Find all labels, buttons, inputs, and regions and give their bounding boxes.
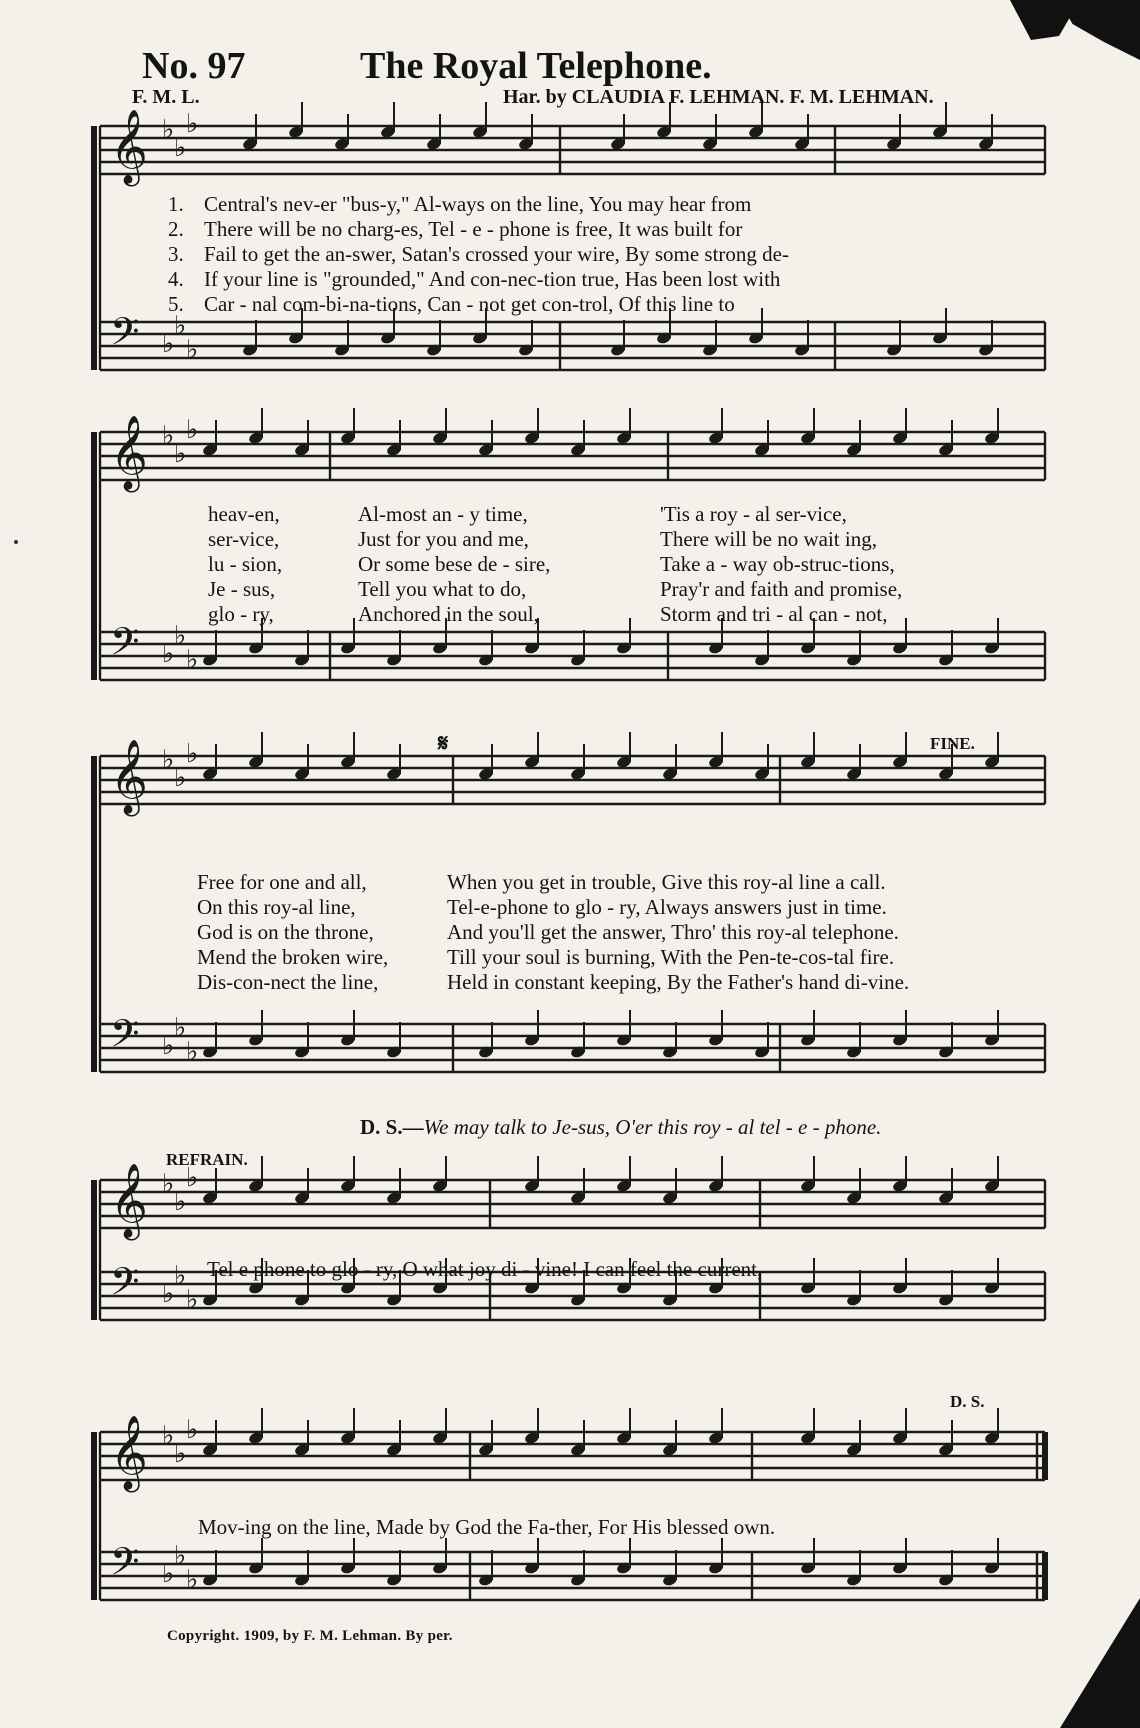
verse-lyrics-col2: Al-most an - y time, Just for you and me, Or some bese de - sire, Tell you what to do, Anchored in the soul, [358,502,551,626]
treble-clef-icon: 𝄞 [110,740,148,814]
flat-icon: ♭ [162,639,175,669]
bass-clef-icon: 𝄢 [110,1011,140,1065]
flat-icon: ♭ [186,739,199,769]
flat-icon: ♭ [186,645,199,675]
verse-line: 4. If your line is "grounded," And con-nec-tion true, Has been lost with [168,267,781,291]
flat-icon: ♭ [174,1439,187,1469]
flat-icon: ♭ [162,1031,175,1061]
flat-icon: ♭ [162,115,175,145]
flat-icon: ♭ [162,1559,175,1589]
flat-icon: ♭ [162,1279,175,1309]
flat-icon: ♭ [174,763,187,793]
bass-clef-icon: 𝄢 [110,1259,140,1313]
flat-icon: ♭ [162,1421,175,1451]
flat-icon: ♭ [186,1415,199,1445]
fine-marking: FINE. [930,734,975,753]
refrain-heading: REFRAIN. [166,1150,248,1169]
verse-lyrics-col3: 'Tis a roy - al ser-vice, There will be no wait ing, Take a - way ob-struc-tions, Pray'r and faith and promise, Storm and tri - al can - not, [660,502,903,626]
hymn-title: The Royal Telephone. [360,45,712,87]
flat-icon: ♭ [186,1163,199,1193]
credits-line: Har. by CLAUDIA F. LEHMAN. F. M. LEHMAN. [503,86,934,108]
ds-instruction: D. S.—We may talk to Je-sus, O'er this roy - al tel - e - phone. [360,1115,882,1139]
flat-icon: ♭ [186,1565,199,1595]
treble-clef-icon: 𝄞 [110,1164,148,1238]
flat-icon: ♭ [186,415,199,445]
flat-icon: ♭ [162,1169,175,1199]
bass-clef-icon: 𝄢 [110,1539,140,1593]
copyright-notice: Copyright. 1909, by F. M. Lehman. By per. [167,1628,453,1644]
flat-icon: ♭ [174,1187,187,1217]
flat-icon: ♭ [186,109,199,139]
segno-sign: 𝄋 [438,731,449,757]
flat-icon: ♭ [162,421,175,451]
verse-lyrics-col5: When you get in trouble, Give this roy-al line a call. Tel-e-phone to glo - ry, Always answers just in time. And you'll get the answer, Thro' this roy-al telephone. Till your soul is burning, With the Pen-te-cos-tal fire. Held in constant keeping, By the Father's hand di-vine. [447,870,910,994]
verse-lyrics-col1: heav-en, ser-vice, lu - sion, Je - sus, glo - ry, [208,502,283,626]
verse-line: 5. Car - nal com-bi-na-tions, Can - not get con-trol, Of this line to [168,292,735,316]
flat-icon: ♭ [174,1261,187,1291]
verse-line: 1. Central's nev-er "bus-y," Al-ways on the line, You may hear from [168,192,752,216]
flat-icon: ♭ [174,311,187,341]
flat-icon: ♭ [174,133,187,163]
bass-clef-icon: 𝄢 [110,619,140,673]
flat-icon: ♭ [174,1541,187,1571]
author-initials: F. M. L. [132,86,200,108]
flat-icon: ♭ [162,745,175,775]
bass-clef-icon: 𝄢 [110,309,140,363]
verse-lyrics-col4: Free for one and all, On this roy-al line, God is on the throne, Mend the broken wire, Dis-con-nect the line, [197,870,389,994]
verse-line: 2. There will be no charg-es, Tel - e - phone is free, It was built for [168,217,743,241]
treble-clef-icon: 𝄞 [110,416,148,490]
flat-icon: ♭ [174,439,187,469]
flat-icon: ♭ [186,1037,199,1067]
refrain-line-1: Tel e phone to glo - ry, O what joy di - vine! I can feel the current, [207,1257,763,1281]
flat-icon: ♭ [186,1285,199,1315]
treble-clef-icon: 𝄞 [110,110,148,184]
flat-icon: ♭ [174,621,187,651]
flat-icon: ♭ [186,335,199,365]
hymn-number: No. 97 [142,45,246,87]
flat-icon: ♭ [162,329,175,359]
treble-clef-icon: 𝄞 [110,1416,148,1490]
refrain-line-2: Mov-ing on the line, Made by God the Fa-ther, For His blessed own. [198,1515,776,1539]
flat-icon: ♭ [174,1013,187,1043]
verse-lines-system1 [168,192,789,317]
ds-marking: D. S. [950,1392,985,1411]
verse-line: 3. Fail to get the an-swer, Satan's crossed your wire, By some strong de- [168,242,789,266]
